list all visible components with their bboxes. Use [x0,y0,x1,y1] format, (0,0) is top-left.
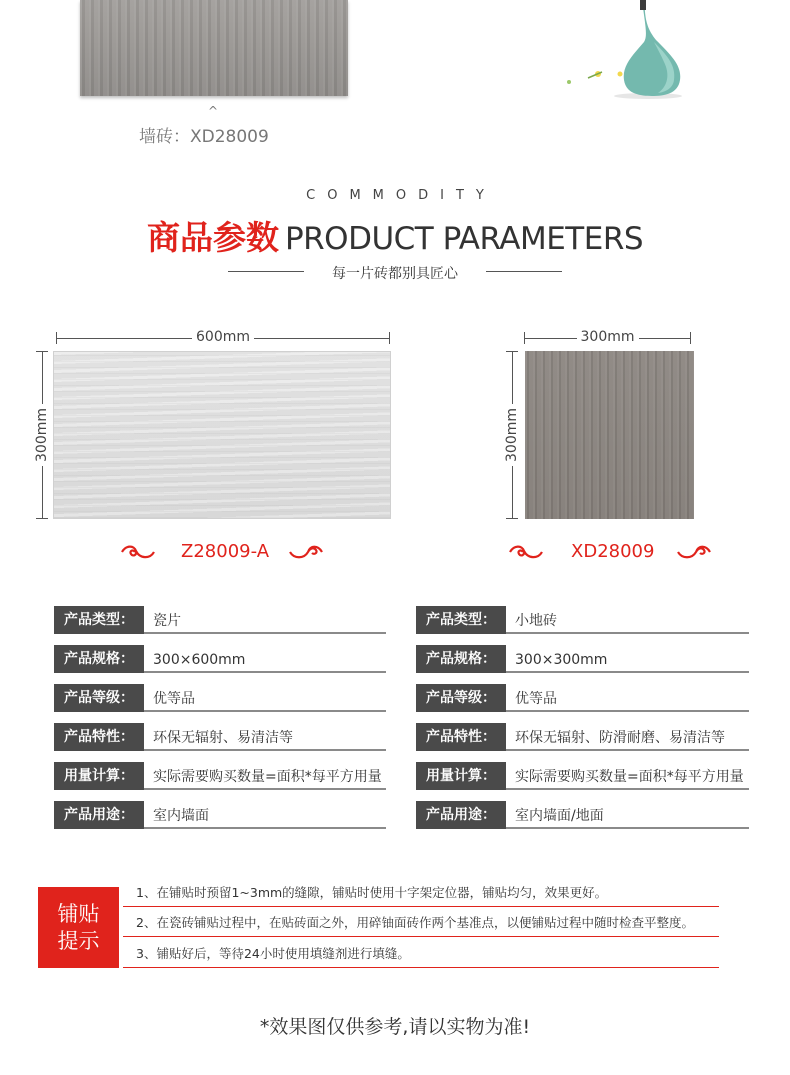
divider-right [486,271,562,272]
tile-b-width-label: 300mm [577,329,639,345]
heading-cn: 商品参数 [146,218,279,257]
param-value: 优等品 [153,691,195,707]
tip-text: 2、在瓷砖铺贴过程中，在贴砖面之外，用碎铀面砖作两个基准点，以便铺贴过程中随时检查平整度。 [136,915,694,930]
param-key: 用量计算： [54,762,144,790]
tile-a-width-label: 600mm [192,329,254,345]
param-key: 产品用途： [416,801,506,829]
param-row [416,801,749,829]
eyebrow-text: COMMODITY [306,188,496,203]
tips-label-box [38,887,119,968]
disclaimer-text: *效果图仅供参考,请以实物为准! [259,1016,531,1038]
tips-label-line1: 铺贴 [57,902,100,926]
subtitle-text: 每一片砖都别具匠心 [332,266,458,282]
param-key: 产品类型： [416,606,506,634]
tile-b-code: XD28009 [571,541,655,562]
param-row [54,762,386,790]
tip-text: 3、铺贴好后，等待24小时使用填缝剂进行填缝。 [136,946,410,961]
param-value: 小地砖 [515,613,557,629]
param-row [416,645,749,673]
param-value: 室内墙面/地面 [515,808,604,824]
vase-illustration [560,0,690,100]
param-value: 实际需要购买数量=面积*每平方用量 [515,769,744,785]
param-row [416,606,749,634]
param-row [54,684,386,712]
param-value: 实际需要购买数量=面积*每平方用量 [153,769,382,785]
tips-label-line2: 提示 [57,929,100,953]
param-row [54,606,386,634]
swirl-ornament-icon [288,544,324,560]
param-key: 产品类型： [54,606,144,634]
tile-b-width-dimension [524,331,691,345]
subtitle-divider [228,262,562,282]
param-key: 产品规格： [416,645,506,673]
param-value: 优等品 [515,691,557,707]
tile-a-height-dimension [35,351,49,519]
swirl-ornament-icon [508,544,544,560]
param-value: 300×300mm [515,652,608,668]
tile-a-code: Z28009-A [181,541,270,562]
section-heading [0,212,790,259]
tile-a-image [53,351,391,519]
tile-b-height-label: 300mm [504,404,520,466]
heading-en: PRODUCT PARAMETERS [284,221,644,257]
param-key: 产品用途： [54,801,144,829]
param-value: 瓷片 [153,613,181,629]
top-tile-label: 墙砖：XD28009 [139,127,269,147]
param-row [54,801,386,829]
tile-a-width-dimension [56,331,390,345]
param-value: 环保无辐射、易清洁等 [153,730,293,746]
swirl-ornament-icon [120,544,156,560]
param-key: 产品等级： [416,684,506,712]
param-key: 产品等级： [54,684,144,712]
caret-icon: ^ [208,104,219,118]
tip-item [123,883,719,907]
tile-a-height-label: 300mm [34,404,50,466]
param-value: 室内墙面 [153,808,209,824]
param-row [416,684,749,712]
param-value: 环保无辐射、防滑耐磨、易清洁等 [515,730,725,746]
param-key: 用量计算： [416,762,506,790]
param-row [54,723,386,751]
top-tile-image [80,0,348,96]
param-key: 产品特性： [416,723,506,751]
param-key: 产品规格： [54,645,144,673]
tile-b-image [525,351,694,519]
param-key: 产品特性： [54,723,144,751]
tip-text: 1、在铺贴时预留1~3mm的缝隙，铺贴时使用十字架定位器，铺贴均匀，效果更好。 [136,885,608,900]
param-row [416,762,749,790]
swirl-ornament-icon [676,544,712,560]
tip-item [123,913,719,937]
tip-item [123,944,719,968]
param-row [54,645,386,673]
param-row [416,723,749,751]
param-value: 300×600mm [153,652,246,668]
tile-a-code-row [120,540,330,564]
tile-b-code-row [508,540,718,564]
tile-b-height-dimension [505,351,519,519]
